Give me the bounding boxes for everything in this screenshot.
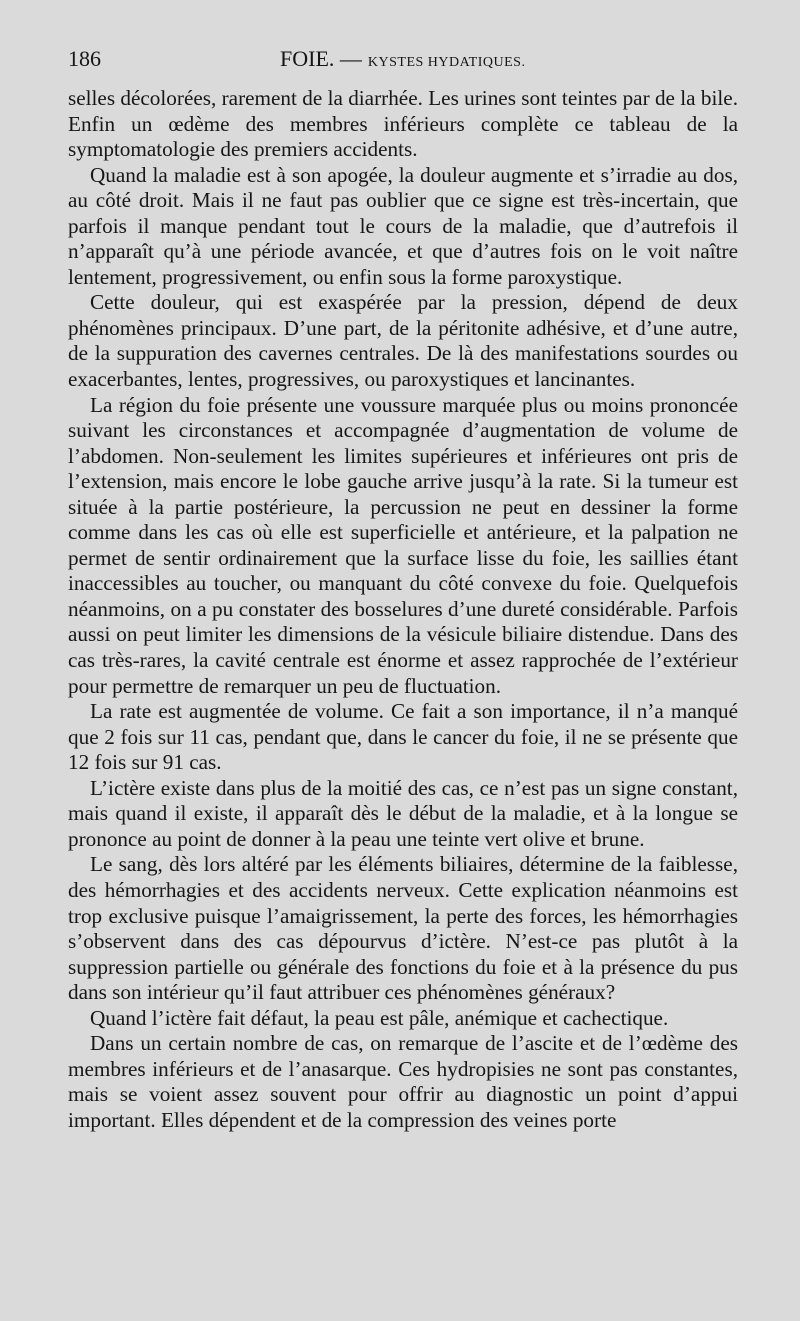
running-header	[68, 46, 738, 76]
paragraph: L’ictère existe dans plus de la moitié des cas, ce n’est pas un signe constant, mais quand il existe, il apparaît dès le début de la maladie, et à la longue se prononce au point de donner à la peau une teinte vert olive et brune.	[68, 775, 738, 851]
page-number: 186	[68, 46, 101, 71]
paragraph: Cette douleur, qui est exaspérée par la pression, dépend de deux phénomènes principaux. D’une part, de la péritonite adhésive, et d’une autre, de la suppuration des cavernes centrales. De là des manifestations sourdes ou exacerbantes, lentes, progressives, ou paroxystiques et lancinantes.	[68, 290, 738, 392]
paragraph: Quand la maladie est à son apogée, la douleur augmente et s’irradie au dos, au côté droit. Mais il ne faut pas oublier que ce signe est très-incertain, que parfois il manque pendant tout le cours de la maladie, que d’autrefois il n’apparaît qu’à une période avancée, et que d’autres fois on le voit naître lentement, progressivement, ou enfin sous la forme paroxystique.	[68, 162, 738, 289]
paragraph: Le sang, dès lors altéré par les éléments biliaires, détermine de la faiblesse, des hémorrhagies et des accidents nerveux. Cette explication néanmoins est trop exclusive puisque l’amaigrissement, la perte des forces, les hémorrhagies s’observent dans des cas dépourvus d’ictère. N’est-ce pas plutôt à la suppression partielle ou générale des fonctions du foie et à la présence du pus dans son intérieur qu’il faut attribuer ces phénomènes généraux?	[68, 852, 738, 1005]
body-text	[68, 86, 738, 1133]
paragraph: La rate est augmentée de volume. Ce fait a son importance, il n’a manqué que 2 fois sur 11 cas, pendant que, dans le cancer du foie, il ne se présente que 12 fois sur 91 cas.	[68, 699, 738, 775]
chapter-subtitle: KYSTES HYDATIQUES.	[367, 55, 526, 70]
paragraph: La région du foie présente une voussure marquée plus ou moins prononcée suivant les circonstances et accompagnée d’augmentation de volume de l’abdomen. Non-seulement les limites supérieures et inférieures ont pris de l’extension, mais encore le lobe gauche arrive jusqu’à la rate. Si la tumeur est située à la partie postérieure, la percussion ne peut en dessiner la forme comme dans les cas où elle est superficielle et antérieure, et la palpation ne permet de sentir ordinairement que la surface lisse du foie, les saillies étant inaccessibles au toucher, ou manquant du côté convexe du foie. Quelquefois néanmoins, on a pu constater des bosselures d’une dureté considérable. Parfois aussi on peut limiter les dimensions de la vésicule biliaire distendue. Dans des cas très-rares, la cavité centrale est énorme et assez rapprochée de l’extérieur pour permettre de remarquer un peu de fluctuation.	[68, 392, 738, 698]
paragraph: Quand l’ictère fait défaut, la peau est pâle, anémique et cachectique.	[90, 1005, 669, 1030]
chapter-title: FOIE. —	[280, 46, 362, 71]
paragraph-continued: selles décolorées, rarement de la diarrhée. Les urines sont teintes par de la bile. Enfin un œdème des membres inférieurs complète ce tableau de la symptomatologie des premiers accidents.	[68, 86, 738, 162]
running-title	[280, 46, 525, 72]
paragraph: Dans un certain nombre de cas, on remarque de l’ascite et de l’œdème des membres inférieurs et de l’anasarque. Ces hydropisies ne sont pas constantes, mais se voient assez souvent pour offrir au diagnostic un point d’appui important. Elles dépendent et de la compression des veines porte	[68, 1031, 738, 1132]
